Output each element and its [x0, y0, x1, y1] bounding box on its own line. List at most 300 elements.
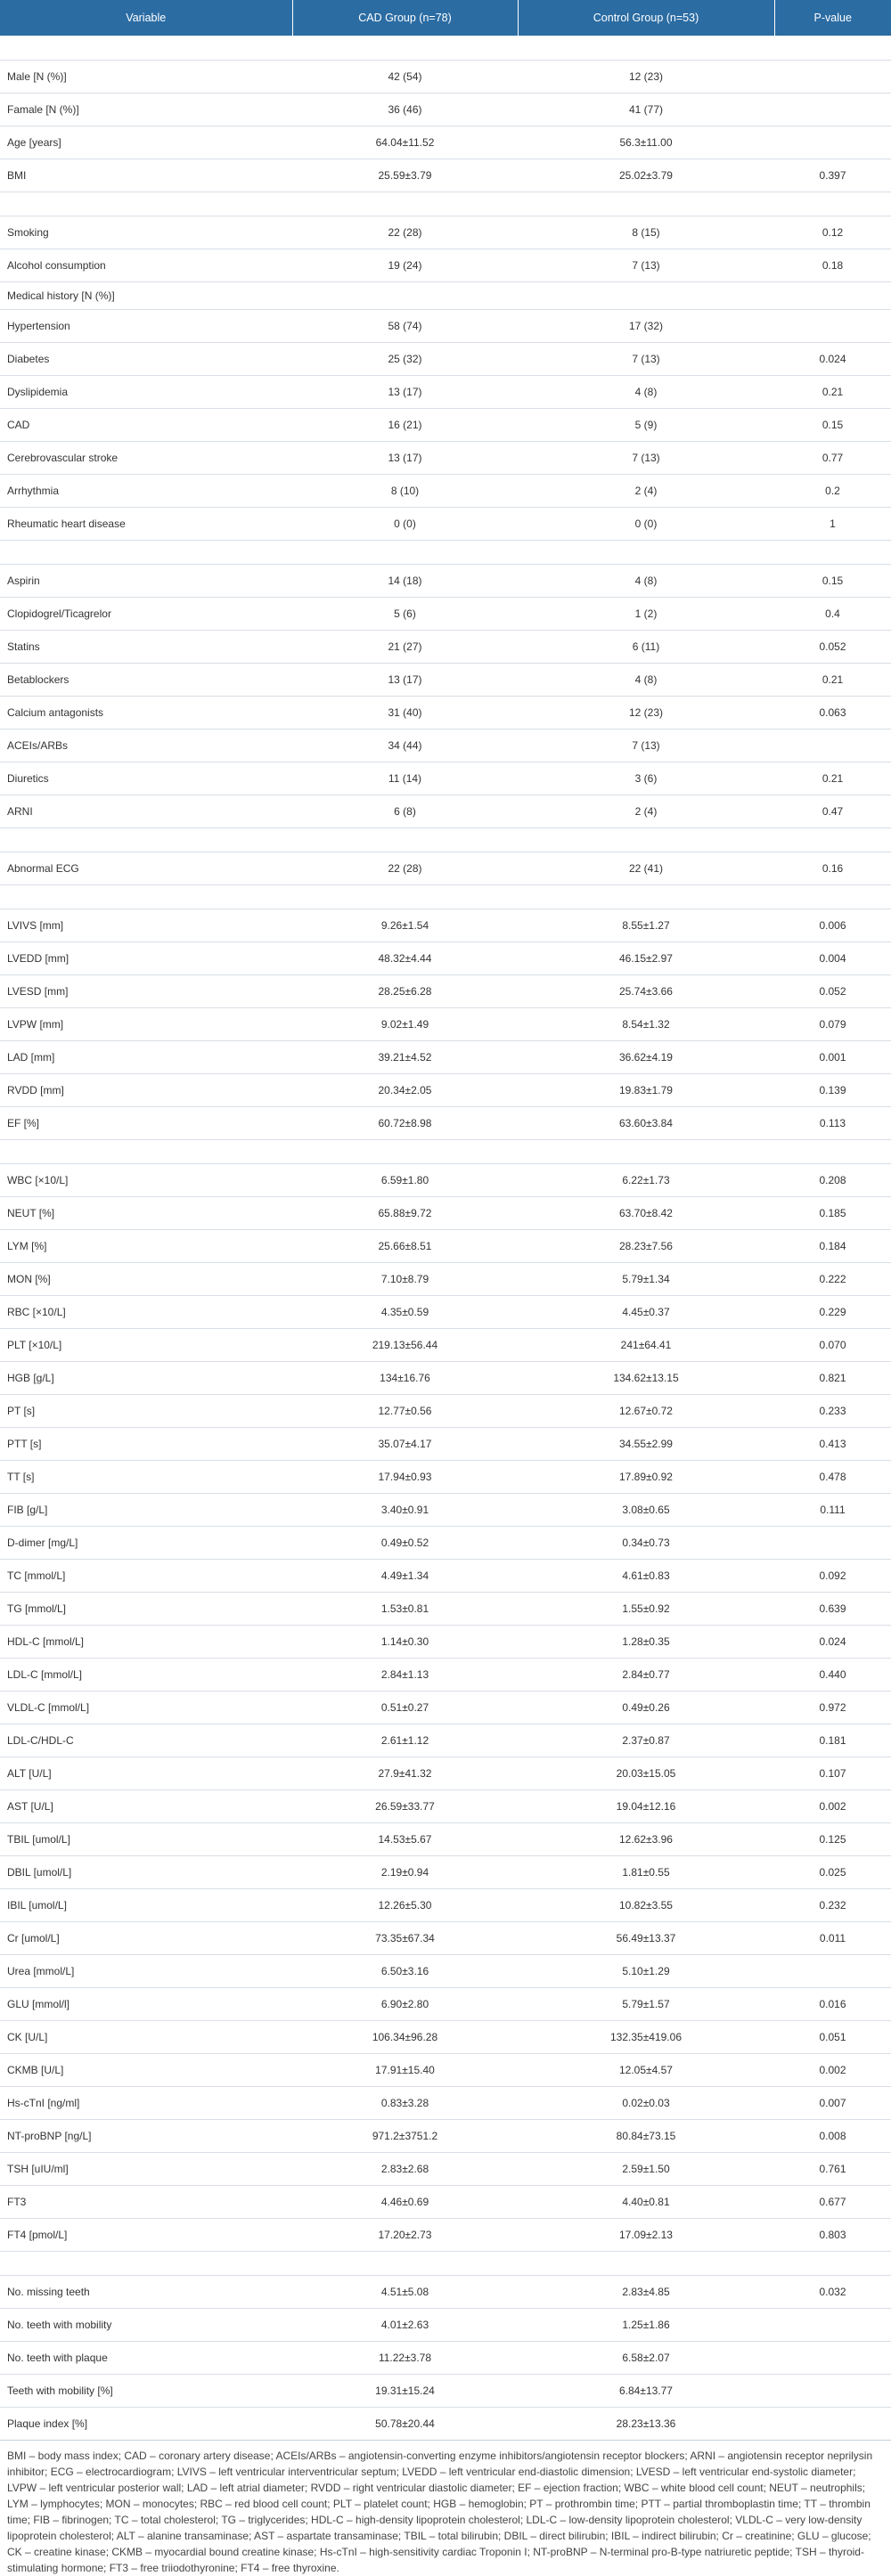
- cad-value-cell: 50.78±20.44: [292, 2408, 518, 2441]
- variable-cell: RVDD [mm]: [0, 1074, 292, 1107]
- p-value-cell: [774, 94, 891, 126]
- control-value-cell: 6.58±2.07: [518, 2342, 774, 2375]
- variable-cell: Calcium antagonists: [0, 697, 292, 730]
- variable-cell: ALT [U/L]: [0, 1757, 292, 1790]
- p-value-cell: 0.004: [774, 942, 891, 975]
- table-row: [0, 126, 891, 159]
- variable-cell: IBIL [umol/L]: [0, 1889, 292, 1922]
- cad-value-cell: 17.20±2.73: [292, 2219, 518, 2252]
- variable-cell: Diabetes: [0, 343, 292, 376]
- control-value-cell: 20.03±15.05: [518, 1757, 774, 1790]
- table-row: [0, 1560, 891, 1593]
- cad-value-cell: 0 (0): [292, 508, 518, 541]
- variable-cell: HDL-C [mmol/L]: [0, 1626, 292, 1659]
- variable-cell: Arrhythmia: [0, 475, 292, 508]
- variable-cell: TG [mmol/L]: [0, 1593, 292, 1626]
- spacer-row: [0, 541, 891, 565]
- control-value-cell: 7 (13): [518, 249, 774, 282]
- variable-cell: Dyslipidemia: [0, 376, 292, 409]
- cad-value-cell: 28.25±6.28: [292, 975, 518, 1008]
- table-row: [0, 1164, 891, 1197]
- variable-cell: PLT [×10/L]: [0, 1329, 292, 1362]
- cad-value-cell: 4.51±5.08: [292, 2276, 518, 2309]
- control-value-cell: 2.59±1.50: [518, 2153, 774, 2186]
- control-value-cell: 1.28±0.35: [518, 1626, 774, 1659]
- variable-cell: MON [%]: [0, 1263, 292, 1296]
- cad-value-cell: 2.61±1.12: [292, 1724, 518, 1757]
- table-row: [0, 1922, 891, 1955]
- cad-value-cell: 11 (14): [292, 762, 518, 795]
- p-value-cell: 0.47: [774, 795, 891, 828]
- cad-value-cell: 8 (10): [292, 475, 518, 508]
- control-value-cell: 17.89±0.92: [518, 1461, 774, 1494]
- cad-value-cell: 4.35±0.59: [292, 1296, 518, 1329]
- p-value-cell: 0.2: [774, 475, 891, 508]
- p-value-cell: 0.677: [774, 2186, 891, 2219]
- table-row: [0, 94, 891, 126]
- header-control-group: Control Group (n=53): [518, 0, 774, 37]
- p-value-cell: [774, 126, 891, 159]
- table-row: [0, 1461, 891, 1494]
- control-value-cell: 0.49±0.26: [518, 1692, 774, 1724]
- control-value-cell: 2 (4): [518, 475, 774, 508]
- control-value-cell: 5 (9): [518, 409, 774, 442]
- variable-cell: Alcohol consumption: [0, 249, 292, 282]
- variable-cell: HGB [g/L]: [0, 1362, 292, 1395]
- control-value-cell: 12 (23): [518, 697, 774, 730]
- control-value-cell: 241±64.41: [518, 1329, 774, 1362]
- control-value-cell: 4 (8): [518, 664, 774, 697]
- variable-cell: Famale [N (%)]: [0, 94, 292, 126]
- variable-cell: AST [U/L]: [0, 1790, 292, 1823]
- spacer-row: [0, 1140, 891, 1164]
- p-value-cell: [774, 2342, 891, 2375]
- control-value-cell: 41 (77): [518, 94, 774, 126]
- table-row: [0, 1692, 891, 1724]
- cad-value-cell: 20.34±2.05: [292, 1074, 518, 1107]
- cad-value-cell: 219.13±56.44: [292, 1329, 518, 1362]
- table-row: [0, 1955, 891, 1988]
- table-row: [0, 159, 891, 192]
- variable-cell: TC [mmol/L]: [0, 1560, 292, 1593]
- spacer-row: [0, 2252, 891, 2276]
- p-value-cell: 0.16: [774, 852, 891, 885]
- cad-value-cell: 65.88±9.72: [292, 1197, 518, 1230]
- table-row: [0, 442, 891, 475]
- variable-cell: EF [%]: [0, 1107, 292, 1140]
- control-value-cell: 12 (23): [518, 61, 774, 94]
- variable-cell: PT [s]: [0, 1395, 292, 1428]
- control-value-cell: 7 (13): [518, 343, 774, 376]
- cad-value-cell: 21 (27): [292, 631, 518, 664]
- p-value-cell: 0.21: [774, 664, 891, 697]
- spacer-row: [0, 828, 891, 852]
- cad-value-cell: 36 (46): [292, 94, 518, 126]
- variable-cell: LAD [mm]: [0, 1041, 292, 1074]
- table-row: [0, 1263, 891, 1296]
- table-row: [0, 942, 891, 975]
- table-row: [0, 909, 891, 942]
- cad-value-cell: 2.83±2.68: [292, 2153, 518, 2186]
- control-value-cell: 2.37±0.87: [518, 1724, 774, 1757]
- p-value-cell: 0.070: [774, 1329, 891, 1362]
- control-value-cell: 46.15±2.97: [518, 942, 774, 975]
- control-value-cell: 1.81±0.55: [518, 1856, 774, 1889]
- control-value-cell: 12.67±0.72: [518, 1395, 774, 1428]
- table-row: [0, 1395, 891, 1428]
- control-value-cell: 19.04±12.16: [518, 1790, 774, 1823]
- cad-value-cell: 34 (44): [292, 730, 518, 762]
- p-value-cell: 0.440: [774, 1659, 891, 1692]
- variable-cell: NT-proBNP [ng/L]: [0, 2120, 292, 2153]
- table-row: [0, 1856, 891, 1889]
- control-value-cell: 4.40±0.81: [518, 2186, 774, 2219]
- control-value-cell: 1.55±0.92: [518, 1593, 774, 1626]
- p-value-cell: 0.208: [774, 1164, 891, 1197]
- table-row: [0, 2219, 891, 2252]
- variable-cell: D-dimer [mg/L]: [0, 1527, 292, 1560]
- variable-cell: Statins: [0, 631, 292, 664]
- control-value-cell: 63.60±3.84: [518, 1107, 774, 1140]
- cad-value-cell: 13 (17): [292, 664, 518, 697]
- table-row: [0, 282, 891, 310]
- table-row: [0, 1494, 891, 1527]
- variable-cell: Urea [mmol/L]: [0, 1955, 292, 1988]
- control-value-cell: 4.61±0.83: [518, 1560, 774, 1593]
- variable-cell: DBIL [umol/L]: [0, 1856, 292, 1889]
- table-row: [0, 2054, 891, 2087]
- table-row: [0, 1362, 891, 1395]
- variable-cell: CAD: [0, 409, 292, 442]
- p-value-cell: 0.024: [774, 343, 891, 376]
- table-row: [0, 1527, 891, 1560]
- control-value-cell: 36.62±4.19: [518, 1041, 774, 1074]
- control-value-cell: 2.84±0.77: [518, 1659, 774, 1692]
- variable-cell: RBC [×10/L]: [0, 1296, 292, 1329]
- table-row: [0, 2021, 891, 2054]
- table-row: [0, 508, 891, 541]
- p-value-cell: 0.051: [774, 2021, 891, 2054]
- variable-cell: NEUT [%]: [0, 1197, 292, 1230]
- cad-value-cell: 12.26±5.30: [292, 1889, 518, 1922]
- table-row: [0, 598, 891, 631]
- control-value-cell: 1.25±1.86: [518, 2309, 774, 2342]
- p-value-cell: 0.413: [774, 1428, 891, 1461]
- p-value-cell: 0.761: [774, 2153, 891, 2186]
- p-value-cell: 0.229: [774, 1296, 891, 1329]
- p-value-cell: 0.125: [774, 1823, 891, 1856]
- variable-cell: BMI: [0, 159, 292, 192]
- table-row: [0, 762, 891, 795]
- control-value-cell: 6.22±1.73: [518, 1164, 774, 1197]
- p-value-cell: 0.21: [774, 762, 891, 795]
- cad-value-cell: 1.53±0.81: [292, 1593, 518, 1626]
- control-value-cell: 56.3±11.00: [518, 126, 774, 159]
- variable-cell: LVIVS [mm]: [0, 909, 292, 942]
- table-row: [0, 565, 891, 598]
- table-row: [0, 1988, 891, 2021]
- control-value-cell: 5.79±1.57: [518, 1988, 774, 2021]
- cad-value-cell: 64.04±11.52: [292, 126, 518, 159]
- variable-cell: Cerebrovascular stroke: [0, 442, 292, 475]
- cad-value-cell: 2.84±1.13: [292, 1659, 518, 1692]
- variable-cell: Hs-cTnI [ng/ml]: [0, 2087, 292, 2120]
- cad-value-cell: 3.40±0.91: [292, 1494, 518, 1527]
- variable-cell: Diuretics: [0, 762, 292, 795]
- cad-value-cell: 73.35±67.34: [292, 1922, 518, 1955]
- p-value-cell: 0.052: [774, 631, 891, 664]
- control-value-cell: 5.10±1.29: [518, 1955, 774, 1988]
- cad-value-cell: 25.59±3.79: [292, 159, 518, 192]
- cad-value-cell: 26.59±33.77: [292, 1790, 518, 1823]
- cad-value-cell: 4.46±0.69: [292, 2186, 518, 2219]
- table-row: [0, 795, 891, 828]
- header-cad-group: CAD Group (n=78): [292, 0, 518, 37]
- control-value-cell: [518, 282, 774, 310]
- variable-cell: TT [s]: [0, 1461, 292, 1494]
- p-value-cell: 0.21: [774, 376, 891, 409]
- control-value-cell: 12.05±4.57: [518, 2054, 774, 2087]
- p-value-cell: 0.002: [774, 1790, 891, 1823]
- control-value-cell: 4.45±0.37: [518, 1296, 774, 1329]
- table-row: [0, 1724, 891, 1757]
- table-row: [0, 61, 891, 94]
- control-value-cell: 28.23±13.36: [518, 2408, 774, 2441]
- control-value-cell: 12.62±3.96: [518, 1823, 774, 1856]
- control-value-cell: 8 (15): [518, 216, 774, 249]
- variable-cell: CK [U/L]: [0, 2021, 292, 2054]
- table-row: [0, 1230, 891, 1263]
- control-value-cell: 4 (8): [518, 376, 774, 409]
- variable-cell: TSH [uIU/ml]: [0, 2153, 292, 2186]
- control-value-cell: 17 (32): [518, 310, 774, 343]
- p-value-cell: 0.006: [774, 909, 891, 942]
- control-value-cell: 25.74±3.66: [518, 975, 774, 1008]
- cad-value-cell: 17.91±15.40: [292, 2054, 518, 2087]
- table-row: [0, 2309, 891, 2342]
- variable-cell: Hypertension: [0, 310, 292, 343]
- variable-cell: LDL-C [mmol/L]: [0, 1659, 292, 1692]
- p-value-cell: 0.821: [774, 1362, 891, 1395]
- variable-cell: Age [years]: [0, 126, 292, 159]
- cad-value-cell: 12.77±0.56: [292, 1395, 518, 1428]
- control-value-cell: 5.79±1.34: [518, 1263, 774, 1296]
- control-value-cell: 0 (0): [518, 508, 774, 541]
- table-row: [0, 1428, 891, 1461]
- cad-value-cell: 16 (21): [292, 409, 518, 442]
- table-footnote: BMI – body mass index; CAD – coronary artery disease; ACEIs/ARBs – angiotensin-converting enzyme inhibitors/angiotensin receptor blockers; ARNI – angiotensin receptor neprilysin inhibitor; ECG – electrocardiogram; LVIVS – left ventricular interventricular septum; LVEDD – left ventricular end-diastolic dimension; LVESD – left ventricular end-systolic diameter; LVPW – left ventricular posterior wall; LAD – left atrial diameter; RVDD – right ventricular diastolic diameter; EF – ejection fraction; WBC – white blood cell count; NEUT – neutrophils; LYM – lymphocytes; MON – monocytes; RBC – red blood cell count; PLT – platelet count; HGB – hemoglobin; PT – prothrombin time; PTT – partial thromboplastin time; TT – thrombin time; FIB – fibrinogen; TC – total cholesterol; TG – triglycerides; HDL-C – high-density lipoprotein cholesterol; LDL-C – low-density lipoprotein cholesterol; VLDL-C – very low-density lipoprotein cholesterol; ALT – alanine transaminase; AST – aspartate transaminase; TBIL – total bilirubin; DBIL – direct bilirubin; IBIL – indirect bilirubin; Cr – creatinine; GLU – glucose; CK – creatine kinase; CKMB – myocardial bound creatine kinase; Hs-cTnI – high-sensitivity cardiac Troponin I; NT-proBNP – N-terminal pro-B-type natriuretic peptide; TSH – thyroid-stimulating hormone; FT3 – free triiodothyronine; FT4 – free thyroxine.: [0, 2440, 891, 2576]
- cad-value-cell: 22 (28): [292, 852, 518, 885]
- table-row: [0, 376, 891, 409]
- variable-cell: FT3: [0, 2186, 292, 2219]
- control-value-cell: 3 (6): [518, 762, 774, 795]
- variable-cell: LDL-C/HDL-C: [0, 1724, 292, 1757]
- p-value-cell: 0.011: [774, 1922, 891, 1955]
- table-body: [0, 37, 891, 2441]
- control-value-cell: 7 (13): [518, 730, 774, 762]
- cad-value-cell: 7.10±8.79: [292, 1263, 518, 1296]
- table-row: [0, 409, 891, 442]
- header-p-value: P-value: [774, 0, 891, 37]
- table-row: [0, 730, 891, 762]
- table-row: [0, 1329, 891, 1362]
- p-value-cell: 0.001: [774, 1041, 891, 1074]
- cad-value-cell: 14 (18): [292, 565, 518, 598]
- p-value-cell: 0.016: [774, 1988, 891, 2021]
- variable-cell: Clopidogrel/Ticagrelor: [0, 598, 292, 631]
- table-row: [0, 1593, 891, 1626]
- variable-cell: ACEIs/ARBs: [0, 730, 292, 762]
- cad-value-cell: 31 (40): [292, 697, 518, 730]
- control-value-cell: 63.70±8.42: [518, 1197, 774, 1230]
- p-value-cell: 0.024: [774, 1626, 891, 1659]
- cad-value-cell: 106.34±96.28: [292, 2021, 518, 2054]
- cad-value-cell: 58 (74): [292, 310, 518, 343]
- cad-value-cell: 25 (32): [292, 343, 518, 376]
- table-row: [0, 1823, 891, 1856]
- p-value-cell: 0.232: [774, 1889, 891, 1922]
- control-value-cell: 3.08±0.65: [518, 1494, 774, 1527]
- cad-value-cell: 35.07±4.17: [292, 1428, 518, 1461]
- control-value-cell: 8.55±1.27: [518, 909, 774, 942]
- variable-cell: GLU [mmol/l]: [0, 1988, 292, 2021]
- control-value-cell: 8.54±1.32: [518, 1008, 774, 1041]
- table-row: [0, 1197, 891, 1230]
- variable-cell: No. missing teeth: [0, 2276, 292, 2309]
- p-value-cell: 0.478: [774, 1461, 891, 1494]
- cad-value-cell: 2.19±0.94: [292, 1856, 518, 1889]
- cad-value-cell: 1.14±0.30: [292, 1626, 518, 1659]
- p-value-cell: 0.397: [774, 159, 891, 192]
- variable-cell: Smoking: [0, 216, 292, 249]
- variable-cell: WBC [×10/L]: [0, 1164, 292, 1197]
- control-value-cell: 22 (41): [518, 852, 774, 885]
- cad-value-cell: 13 (17): [292, 376, 518, 409]
- p-value-cell: 0.107: [774, 1757, 891, 1790]
- control-value-cell: 17.09±2.13: [518, 2219, 774, 2252]
- p-value-cell: 0.002: [774, 2054, 891, 2087]
- table-row: [0, 475, 891, 508]
- p-value-cell: [774, 2375, 891, 2408]
- cad-value-cell: 14.53±5.67: [292, 1823, 518, 1856]
- cad-value-cell: 11.22±3.78: [292, 2342, 518, 2375]
- cad-value-cell: 0.51±0.27: [292, 1692, 518, 1724]
- table-row: [0, 1041, 891, 1074]
- p-value-cell: 0.77: [774, 442, 891, 475]
- p-value-cell: 0.15: [774, 565, 891, 598]
- cad-value-cell: 6.50±3.16: [292, 1955, 518, 1988]
- control-value-cell: 10.82±3.55: [518, 1889, 774, 1922]
- table-row: [0, 697, 891, 730]
- cad-value-cell: 48.32±4.44: [292, 942, 518, 975]
- table-row: [0, 1626, 891, 1659]
- p-value-cell: 0.079: [774, 1008, 891, 1041]
- control-value-cell: 0.34±0.73: [518, 1527, 774, 1560]
- variable-cell: FT4 [pmol/L]: [0, 2219, 292, 2252]
- p-value-cell: 0.032: [774, 2276, 891, 2309]
- control-value-cell: 132.35±419.06: [518, 2021, 774, 2054]
- table-row: [0, 1889, 891, 1922]
- control-value-cell: 134.62±13.15: [518, 1362, 774, 1395]
- table-row: [0, 249, 891, 282]
- control-value-cell: 6 (11): [518, 631, 774, 664]
- table-row: [0, 2186, 891, 2219]
- p-value-cell: 0.184: [774, 1230, 891, 1263]
- table-row: [0, 2276, 891, 2309]
- cad-value-cell: 6 (8): [292, 795, 518, 828]
- table-row: [0, 1296, 891, 1329]
- table-row: [0, 2342, 891, 2375]
- p-value-cell: 0.18: [774, 249, 891, 282]
- table-row: [0, 343, 891, 376]
- control-value-cell: 6.84±13.77: [518, 2375, 774, 2408]
- control-value-cell: 7 (13): [518, 442, 774, 475]
- cad-value-cell: 4.49±1.34: [292, 1560, 518, 1593]
- table-row: [0, 1659, 891, 1692]
- cad-value-cell: 971.2±3751.2: [292, 2120, 518, 2153]
- p-value-cell: [774, 2408, 891, 2441]
- variable-cell: ARNI: [0, 795, 292, 828]
- cad-value-cell: 134±16.76: [292, 1362, 518, 1395]
- variable-cell: LVESD [mm]: [0, 975, 292, 1008]
- cad-value-cell: 0.49±0.52: [292, 1527, 518, 1560]
- table-row: [0, 631, 891, 664]
- p-value-cell: [774, 61, 891, 94]
- variable-cell: Abnormal ECG: [0, 852, 292, 885]
- p-value-cell: 0.972: [774, 1692, 891, 1724]
- variable-cell: Betablockers: [0, 664, 292, 697]
- variable-cell: Medical history [N (%)]: [0, 282, 292, 310]
- table-row: [0, 310, 891, 343]
- spacer-row: [0, 192, 891, 216]
- p-value-cell: 0.639: [774, 1593, 891, 1626]
- control-value-cell: 25.02±3.79: [518, 159, 774, 192]
- control-value-cell: 19.83±1.79: [518, 1074, 774, 1107]
- control-value-cell: 28.23±7.56: [518, 1230, 774, 1263]
- control-value-cell: 34.55±2.99: [518, 1428, 774, 1461]
- variable-cell: Teeth with mobility [%]: [0, 2375, 292, 2408]
- variable-cell: No. teeth with plaque: [0, 2342, 292, 2375]
- table-row: [0, 2087, 891, 2120]
- p-value-cell: 0.803: [774, 2219, 891, 2252]
- p-value-cell: 0.111: [774, 1494, 891, 1527]
- p-value-cell: [774, 2309, 891, 2342]
- p-value-cell: 0.025: [774, 1856, 891, 1889]
- p-value-cell: [774, 730, 891, 762]
- table-row: [0, 2375, 891, 2408]
- control-value-cell: 4 (8): [518, 565, 774, 598]
- table-row: [0, 852, 891, 885]
- spacer-row: [0, 37, 891, 61]
- p-value-cell: 0.052: [774, 975, 891, 1008]
- cad-value-cell: 42 (54): [292, 61, 518, 94]
- cad-value-cell: 22 (28): [292, 216, 518, 249]
- table-row: [0, 216, 891, 249]
- p-value-cell: 0.063: [774, 697, 891, 730]
- variable-cell: LVPW [mm]: [0, 1008, 292, 1041]
- variable-cell: No. teeth with mobility: [0, 2309, 292, 2342]
- table-row: [0, 1757, 891, 1790]
- cad-value-cell: 9.26±1.54: [292, 909, 518, 942]
- cad-value-cell: 19.31±15.24: [292, 2375, 518, 2408]
- variable-cell: Aspirin: [0, 565, 292, 598]
- p-value-cell: 0.092: [774, 1560, 891, 1593]
- p-value-cell: [774, 310, 891, 343]
- cad-value-cell: 6.59±1.80: [292, 1164, 518, 1197]
- variable-cell: TBIL [umol/L]: [0, 1823, 292, 1856]
- table-row: [0, 2153, 891, 2186]
- cad-value-cell: 13 (17): [292, 442, 518, 475]
